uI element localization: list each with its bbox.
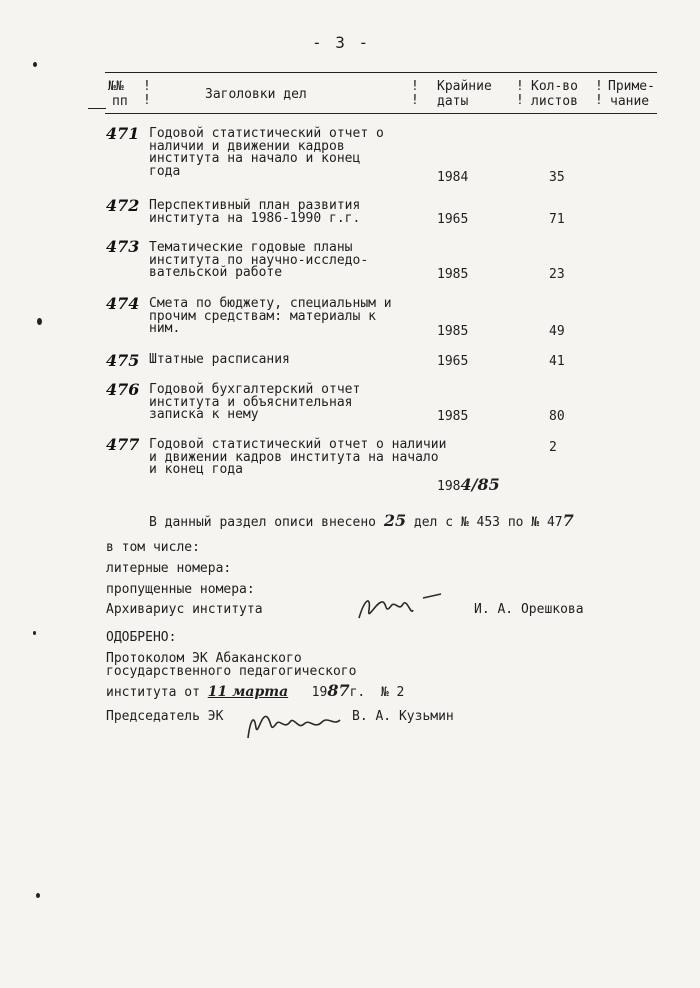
header-dates-line2: даты — [437, 94, 469, 109]
separator-3: ! ! — [516, 79, 524, 108]
approved-date-handwritten: 11 марта — [207, 684, 289, 700]
row-number: 476 — [106, 380, 140, 399]
scan-speck — [33, 62, 37, 67]
scan-speck — [36, 893, 40, 898]
approved-line1: Протоколом ЭК Абаканского — [106, 651, 302, 666]
row-date: 1965 — [437, 354, 469, 369]
separator-2: ! ! — [411, 79, 419, 108]
page-number: - 3 - — [312, 33, 371, 52]
row-sheets: 80 — [549, 409, 565, 424]
missed-numbers-label: пропущенные номера: — [106, 582, 255, 597]
archivist-name: И. А. Орешкова — [474, 602, 584, 617]
scan-speck — [33, 631, 36, 635]
header-num-line2: пп — [112, 94, 128, 109]
summary-count-handwritten: 25 — [383, 511, 407, 530]
separator-1: ! ! — [143, 79, 151, 108]
row-number: 477 — [106, 435, 140, 454]
approved-line2: государственного педагогического — [106, 664, 357, 679]
row-date-handwritten: 4/85 — [460, 475, 500, 494]
approved-year-handwritten: 87 — [327, 681, 350, 700]
row-date-typed: 1984/85 — [437, 475, 500, 494]
approved-label: ОДОБРЕНО: — [106, 630, 177, 645]
header-title: Заголовки дел — [205, 87, 307, 102]
row-title: Годовой статистический отчет о наличии и движении кадров института на начало и конец года — [149, 126, 384, 179]
header-sheets-line1: Кол-во — [531, 79, 578, 94]
row-date: 1985 — [437, 409, 469, 424]
separator-4: ! ! — [595, 79, 603, 108]
row-title: Смета по бюджету, специальным и прочим средствам: материалы к ним. — [149, 296, 392, 336]
header-sheets-line2: листов — [531, 94, 578, 109]
row-sheets: 2 — [549, 440, 557, 455]
row-number: 473 — [106, 237, 140, 256]
header-dates-line1: Крайние — [437, 79, 492, 94]
row-sheets: 35 — [549, 170, 565, 185]
chairman-label: Председатель ЭК — [106, 709, 224, 724]
row-sheets: 41 — [549, 354, 565, 369]
scan-speck — [37, 318, 42, 325]
including-label: в том числе: — [106, 540, 200, 555]
row-title: Годовой статистический отчет о наличии и движении кадров института на начало и конец года — [149, 437, 447, 477]
row-sheets: 71 — [549, 212, 565, 227]
header-bottom-rule — [105, 113, 657, 114]
header-num-line1: №№ — [108, 79, 124, 94]
row-date: 1984 — [437, 170, 469, 185]
summary-last-digit-handwritten: 7 — [562, 511, 574, 530]
chairman-name: В. А. Кузьмин — [352, 709, 454, 724]
archivist-signature — [355, 588, 445, 628]
header-top-rule — [105, 72, 657, 73]
letter-numbers-label: литерные номера: — [106, 561, 232, 576]
summary-line: В данный раздел описи внесено 25 дел с № 453 по № 477 — [149, 511, 574, 530]
chairman-signature — [244, 700, 344, 744]
approved-line3: института от 11 марта 1987г. № 2 — [106, 681, 405, 700]
row-number: 472 — [106, 196, 140, 215]
row-title: Тематические годовые планы института по научно-исследо- вательской работе — [149, 240, 369, 280]
row-number: 471 — [106, 124, 140, 143]
row-number: 475 — [106, 351, 140, 370]
row-date: 1985 — [437, 267, 469, 282]
row-title: Перспективный план развития института на 1986-1990 г.г. — [149, 198, 361, 226]
archivist-label: Архивариус института — [106, 602, 263, 617]
row-number: 474 — [106, 294, 140, 313]
row-sheets: 49 — [549, 324, 565, 339]
margin-dash — [88, 108, 106, 109]
row-sheets: 23 — [549, 267, 565, 282]
row-date: 1985 — [437, 324, 469, 339]
header-note-line2: чание — [610, 94, 650, 109]
row-title: Штатные расписания — [149, 352, 290, 367]
row-title: Годовой бухгалтерский отчет института и объяснительная записка к нему — [149, 382, 361, 422]
header-note-line1: Приме- — [608, 79, 655, 94]
row-date: 1965 — [437, 212, 469, 227]
